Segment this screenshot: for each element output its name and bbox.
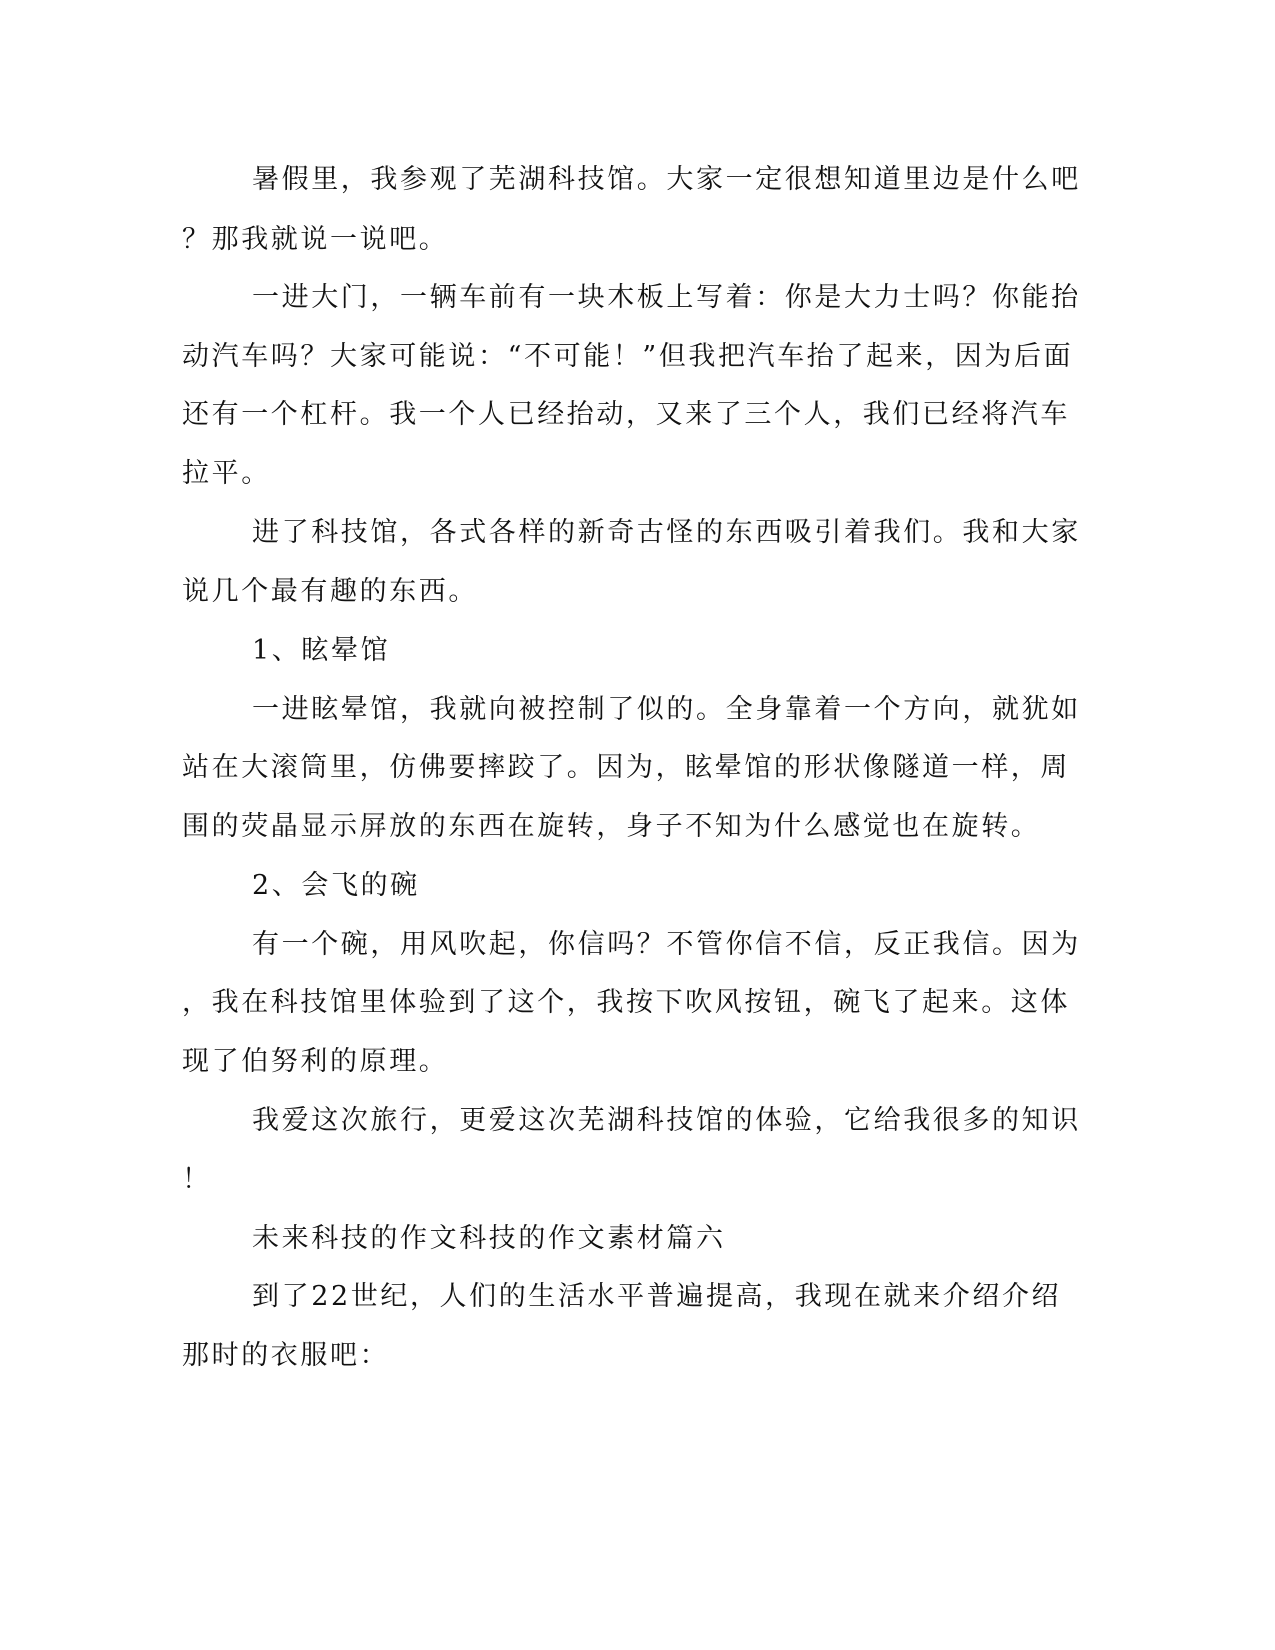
paragraph-line: 现了伯努利的原理。 [182,1046,449,1077]
paragraph-line: 到了22世纪，人们的生活水平普遍提高，我现在就来介绍介绍 [252,1281,1062,1312]
paragraph-line: 还有一个杠杆。我一个人已经抬动，又来了三个人，我们已经将汽车 [182,399,1070,430]
paragraph-line: ，我在科技馆里体验到了这个，我按下吹风按钮，碗飞了起来。这体 [182,987,1070,1018]
paragraph-line: 一进眩晕馆，我就向被控制了似的。全身靠着一个方向，就犹如 [252,694,1081,725]
paragraph-line: 站在大滚筒里，仿佛要摔跤了。因为，眩晕馆的形状像隧道一样，周 [182,752,1070,783]
paragraph-line: 说几个最有趣的东西。 [182,576,478,607]
essay-title: 未来科技的作文科技的作文素材篇六 [252,1223,726,1254]
paragraph-line: ？那我就说一说吧。 [182,224,449,255]
section-heading: 2、会飞的碗 [252,870,420,901]
section-heading: 1、眩晕馆 [252,635,391,666]
paragraph-line: 那时的衣服吧： [182,1340,390,1371]
paragraph-line: 拉平。 [182,458,271,489]
paragraph-line: ！ [182,1164,212,1195]
paragraph-line: 动汽车吗？大家可能说：“不可能！”但我把汽车抬了起来，因为后面 [182,341,1074,372]
paragraph-line: 有一个碗，用风吹起，你信吗？不管你信不信，反正我信。因为 [252,929,1081,960]
paragraph-line: 进了科技馆，各式各样的新奇古怪的东西吸引着我们。我和大家 [252,517,1081,548]
paragraph-line: 我爱这次旅行，更爱这次芜湖科技馆的体验，它给我很多的知识 [252,1105,1081,1136]
paragraph-line: 围的荧晶显示屏放的东西在旋转，身子不知为什么感觉也在旋转。 [182,811,1041,842]
paragraph-line: 一进大门，一辆车前有一块木板上写着：你是大力士吗？你能抬 [252,282,1081,313]
paragraph-line: 暑假里，我参观了芜湖科技馆。大家一定很想知道里边是什么吧 [252,164,1081,195]
